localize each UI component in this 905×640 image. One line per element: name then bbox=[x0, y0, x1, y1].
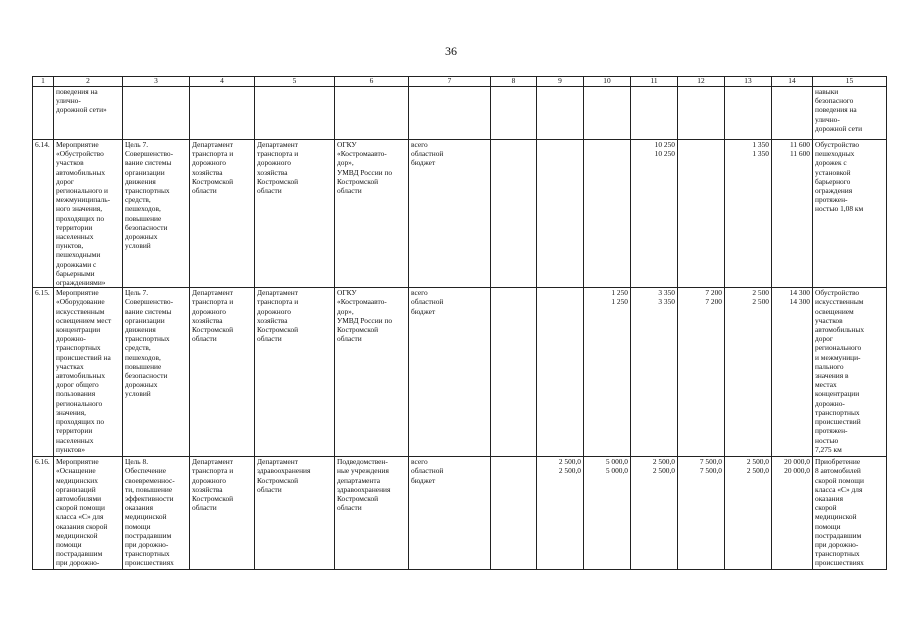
cell-goal: Цель 7. Совершенство- вание системы организации движения транспортных средств, пешеходов, повышение безопасности дорожных условий bbox=[123, 288, 190, 457]
cell-amount: 7 200 7 200 bbox=[678, 288, 725, 457]
cell-amount bbox=[725, 87, 772, 140]
cell-amount: 2 500,0 2 500,0 bbox=[631, 457, 678, 570]
cell-amount bbox=[584, 140, 631, 288]
header-cell: 15 bbox=[813, 77, 887, 87]
cell-amount: 7 500,0 7 500,0 bbox=[678, 457, 725, 570]
cell-funding-source: всего областной бюджет bbox=[409, 288, 491, 457]
header-cell: 7 bbox=[409, 77, 491, 87]
cell-amount bbox=[678, 87, 725, 140]
cell-amount bbox=[584, 87, 631, 140]
cell-number: 6.15. bbox=[33, 288, 54, 457]
cell-result: Обустройство искусственным освещением участков автомобильных дорог регионального и межмуници- пального значения в местах концентрации дорожно- транспортных происшествий протяжен- ностью 7,275 км bbox=[813, 288, 887, 457]
cell-coordinator: Департамент транспорта и дорожного хозяйства Костромской области bbox=[190, 457, 255, 570]
cell-number bbox=[33, 87, 54, 140]
cell-executor bbox=[335, 87, 409, 140]
cell-amount: 10 250 10 250 bbox=[631, 140, 678, 288]
header-cell: 9 bbox=[537, 77, 584, 87]
header-cell: 11 bbox=[631, 77, 678, 87]
cell-result: Обустройство пешеходных дорожек с установкой барьерного ограждения протяжен- ностью 1,08 км bbox=[813, 140, 887, 288]
header-cell: 13 bbox=[725, 77, 772, 87]
cell-coordinator: Департамент транспорта и дорожного хозяйства Костромской области bbox=[190, 288, 255, 457]
header-cell: 2 bbox=[54, 77, 123, 87]
cell-amount: 14 300 14 300 bbox=[772, 288, 813, 457]
header-cell: 12 bbox=[678, 77, 725, 87]
cell-amount bbox=[772, 87, 813, 140]
cell-measure: Мероприятие «Оборудование искусственным освещением мест концентрации дорожно- транспортных происшествий на участках автомобильных дорог общего пользования регионального значения, проходящих по территории населенных пунктов» bbox=[54, 288, 123, 457]
cell-amount: 2 500 2 500 bbox=[725, 288, 772, 457]
cell-result: навыки безопасного поведения на улично- дорожной сети bbox=[813, 87, 887, 140]
page-number: 36 bbox=[445, 44, 457, 58]
cell-responsible: Департамент транспорта и дорожного хозяйства Костромской области bbox=[255, 140, 335, 288]
cell-amount: 20 000,0 20 000,0 bbox=[772, 457, 813, 570]
table-row bbox=[33, 457, 887, 570]
cell-measure: Мероприятие «Обустройство участков автомобильных дорог регионального и межмуниципаль- ного значения, проходящих по территории населенных пунктов, пешеходными дорожками с барьерными ограждениями» bbox=[54, 140, 123, 288]
cell-amount: 1 250 1 250 bbox=[584, 288, 631, 457]
cell-amount bbox=[678, 140, 725, 288]
cell-amount: 2 500,0 2 500,0 bbox=[725, 457, 772, 570]
cell-amount: 2 500,0 2 500,0 bbox=[537, 457, 584, 570]
cell-measure: Мероприятие «Оснащение медицинских организаций автомобилями скорой помощи класса «С» для оказания скорой медицинской помощи пострадавшим при дорожно- bbox=[54, 457, 123, 570]
cell-amount bbox=[491, 87, 537, 140]
cell-goal: Цель 8. Обеспечение своевременнос- ти, повышение эффективности оказания медицинской помощи пострадавшим при дорожно- транспортных происшествиях bbox=[123, 457, 190, 570]
cell-funding-source bbox=[409, 87, 491, 140]
table-row bbox=[33, 140, 887, 288]
header-cell: 6 bbox=[335, 77, 409, 87]
cell-number: 6.16. bbox=[33, 457, 54, 570]
cell-amount bbox=[631, 87, 678, 140]
cell-coordinator: Департамент транспорта и дорожного хозяйства Костромской области bbox=[190, 140, 255, 288]
cell-funding-source: всего областной бюджет bbox=[409, 140, 491, 288]
cell-measure: поведения на улично- дорожной сети» bbox=[54, 87, 123, 140]
cell-funding-source: всего областной бюджет bbox=[409, 457, 491, 570]
header-cell: 14 bbox=[772, 77, 813, 87]
program-table bbox=[32, 76, 887, 570]
table-row bbox=[33, 288, 887, 457]
cell-number: 6.14. bbox=[33, 140, 54, 288]
cell-amount: 5 000,0 5 000,0 bbox=[584, 457, 631, 570]
cell-goal bbox=[123, 87, 190, 140]
cell-amount: 11 600 11 600 bbox=[772, 140, 813, 288]
header-cell: 3 bbox=[123, 77, 190, 87]
header-cell: 5 bbox=[255, 77, 335, 87]
cell-amount bbox=[491, 288, 537, 457]
cell-amount: 1 350 1 350 bbox=[725, 140, 772, 288]
cell-executor: ОГКУ «Костромаавто- дор», УМВД России по Костромской области bbox=[335, 288, 409, 457]
cell-amount bbox=[537, 87, 584, 140]
cell-responsible bbox=[255, 87, 335, 140]
header-cell: 10 bbox=[584, 77, 631, 87]
header-cell: 8 bbox=[491, 77, 537, 87]
cell-executor: ОГКУ «Костромаавто- дор», УМВД России по Костромской области bbox=[335, 140, 409, 288]
cell-amount bbox=[491, 457, 537, 570]
cell-coordinator bbox=[190, 87, 255, 140]
cell-executor: Подведомствен- ные учреждения департамента здравоохранения Костромской области bbox=[335, 457, 409, 570]
table-row bbox=[33, 87, 887, 140]
cell-amount bbox=[537, 288, 584, 457]
cell-result: Приобретение 8 автомобилей скорой помощи класса «С» для оказания скорой медицинской помощи пострадавшим при дорожно- транспортных происшествиях bbox=[813, 457, 887, 570]
header-row bbox=[33, 77, 887, 87]
header-cell: 4 bbox=[190, 77, 255, 87]
cell-amount: 3 350 3 350 bbox=[631, 288, 678, 457]
cell-goal: Цель 7. Совершенство- вание системы организации движения транспортных средств, пешеходов, повышение безопасности дорожных условий bbox=[123, 140, 190, 288]
header-cell: 1 bbox=[33, 77, 54, 87]
cell-responsible: Департамент транспорта и дорожного хозяйства Костромской области bbox=[255, 288, 335, 457]
cell-responsible: Департамент здравоохранения Костромской области bbox=[255, 457, 335, 570]
cell-amount bbox=[537, 140, 584, 288]
cell-amount bbox=[491, 140, 537, 288]
